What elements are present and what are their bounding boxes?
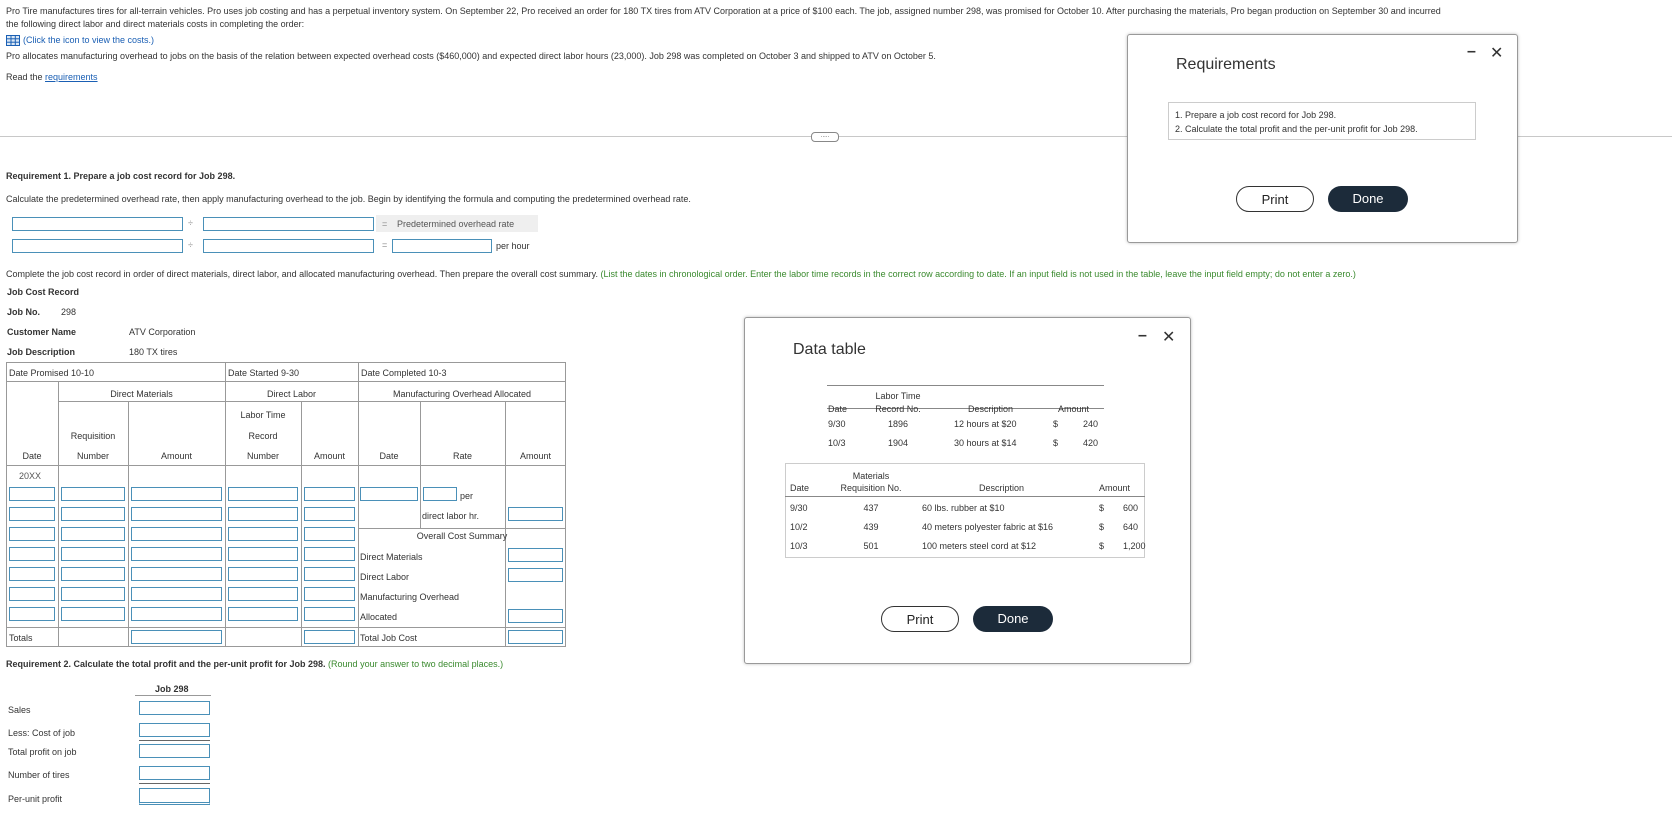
minimize-icon[interactable]: –	[1467, 43, 1476, 60]
table-hline	[58, 401, 566, 402]
date-input[interactable]	[9, 487, 55, 501]
table-icon[interactable]	[6, 35, 20, 46]
close-icon[interactable]: ✕	[1490, 45, 1504, 62]
divide-sign: ÷	[188, 218, 193, 228]
dl-amount-input[interactable]	[304, 607, 355, 621]
table-vline	[420, 401, 421, 528]
per-label: per	[460, 491, 474, 501]
mat-requisition-no: 437	[863, 503, 879, 513]
labor-description: 12 hours at $20	[954, 419, 1017, 429]
req2-per-unit-input[interactable]	[139, 788, 210, 805]
labor-description: 30 hours at $14	[954, 438, 1017, 448]
col-requisition: Requisition	[70, 431, 116, 441]
print-button[interactable]: Print	[881, 606, 959, 632]
req2-col-header: Job 298	[155, 684, 189, 694]
mat-currency: $	[1099, 522, 1105, 532]
summary-total-job-cost: Total Job Cost	[360, 633, 418, 643]
requisition-number-input[interactable]	[61, 527, 125, 541]
labor-record-input[interactable]	[228, 487, 298, 501]
moh-date-input[interactable]	[360, 487, 418, 501]
labor-amount: 240	[1083, 419, 1099, 429]
requisition-number-input[interactable]	[61, 487, 125, 501]
view-costs-row[interactable]	[6, 34, 154, 46]
dl-amount-input[interactable]	[304, 527, 355, 541]
labor-record-input[interactable]	[228, 547, 298, 561]
mat-description: 100 meters steel cord at $12	[922, 541, 1037, 551]
requirement-item-2: 2. Calculate the total profit and the per-unit profit for Job 298.	[1175, 124, 1418, 134]
summary-allocated-label: Allocated	[360, 612, 398, 622]
requirement-item-1: 1. Prepare a job cost record for Job 298.	[1175, 110, 1337, 120]
requisition-number-input[interactable]	[61, 567, 125, 581]
req1-title-text: Requirement 1. Prepare a job cost record for Job 298.	[6, 171, 236, 181]
mat-date: 10/3	[790, 541, 808, 551]
mat-col-req2: Requisition No.	[840, 483, 902, 493]
req2-tires-label: Number of tires	[8, 770, 70, 780]
requisition-number-input[interactable]	[61, 547, 125, 561]
col-record: Record	[248, 431, 278, 441]
mat-col-amount: Amount	[1099, 483, 1131, 493]
labor-record-input[interactable]	[228, 587, 298, 601]
summary-moh-input[interactable]	[508, 609, 563, 623]
per-hour-label: per hour	[496, 241, 530, 251]
formula-numerator-input[interactable]	[12, 217, 183, 231]
job-cost-table	[6, 362, 566, 647]
requisition-number-input[interactable]	[61, 507, 125, 521]
table-hline	[6, 465, 566, 466]
req2-sales-label: Sales	[8, 705, 31, 715]
close-icon[interactable]: ✕	[1162, 329, 1176, 346]
mat-currency: $	[1099, 541, 1105, 551]
labor-record-no: 1904	[887, 438, 909, 448]
intro-text	[6, 5, 1666, 31]
col-date: Date	[22, 451, 42, 461]
requirements-list	[1168, 102, 1476, 140]
moh-rate-input[interactable]	[423, 487, 457, 501]
year-label: 20XX	[19, 471, 42, 481]
mat-requisition-no: 439	[863, 522, 879, 532]
labor-amount: 420	[1083, 438, 1099, 448]
col-dl-amount: Amount	[313, 451, 346, 461]
req2-cost-input[interactable]	[139, 723, 210, 737]
mat-amount: 640	[1123, 522, 1139, 532]
col-moh-amount: Amount	[519, 451, 552, 461]
materials-header-line	[785, 496, 1145, 497]
labor-record-input[interactable]	[228, 507, 298, 521]
job-desc-value: 180 TX tires	[129, 347, 178, 357]
date-input[interactable]	[9, 567, 55, 581]
mat-date: 10/2	[790, 522, 808, 532]
labor-date: 9/30	[828, 419, 846, 429]
mat-currency: $	[1099, 503, 1105, 513]
date-input[interactable]	[9, 507, 55, 521]
summary-moh-label: Manufacturing Overhead	[360, 592, 460, 602]
customer-label: Customer Name	[7, 327, 77, 337]
col-number: Number	[76, 451, 109, 461]
req2-title	[6, 659, 503, 669]
summary-total-input[interactable]	[508, 630, 563, 644]
complete-note: (List the dates in chronological order. Enter the labor time records in the correct row according to date. If an input field is not used in the table, leave the input field empty; do not enter a zero.)	[600, 269, 1356, 279]
formula-result-label: Predetermined overhead rate	[397, 219, 515, 229]
customer-value: ATV Corporation	[129, 327, 196, 337]
requirements-link[interactable]: requirements	[45, 72, 98, 82]
equals-sign-2: =	[382, 240, 388, 250]
equals-sign: =	[382, 219, 388, 229]
labor-currency: $	[1053, 419, 1059, 429]
date-input[interactable]	[9, 547, 55, 561]
divide-sign-2: ÷	[188, 240, 193, 250]
table-vline	[58, 381, 59, 647]
mat-description: 60 lbs. rubber at $10	[922, 503, 1005, 513]
complete-instr-text: Complete the job cost record in order of direct materials, direct labor, and allocated manufacturing overhead. Then prepare the overall cost summary.	[6, 269, 598, 279]
table-hline	[358, 528, 566, 529]
dl-amount-input[interactable]	[304, 547, 355, 561]
intro-line-2: the following direct labor and direct materials costs in completing the order:	[6, 19, 305, 29]
req2-col-underline	[135, 695, 211, 696]
req2-cost-label: Less: Cost of job	[8, 728, 76, 738]
summary-dl-input[interactable]	[508, 568, 563, 582]
totals-dl-input[interactable]	[304, 630, 355, 644]
header-moh-allocated: Manufacturing Overhead Allocated	[392, 389, 532, 399]
req2-tires-input[interactable]	[139, 766, 210, 780]
summary-direct-materials: Direct Materials	[360, 552, 423, 562]
denominator-value-input[interactable]	[203, 239, 374, 253]
done-button[interactable]: Done	[973, 606, 1053, 632]
labor-record-input[interactable]	[228, 607, 298, 621]
labor-col-ltr2: Record No.	[875, 404, 921, 414]
dm-amount-input[interactable]	[131, 527, 222, 541]
labor-col-date: Date	[828, 404, 848, 414]
requirements-modal	[1127, 34, 1518, 243]
labor-currency: $	[1053, 438, 1059, 448]
date-input[interactable]	[9, 587, 55, 601]
totals-dm-input[interactable]	[131, 630, 222, 644]
labor-record-no: 1896	[887, 419, 909, 429]
mat-col-desc: Description	[979, 483, 1025, 493]
summary-dm-input[interactable]	[508, 548, 563, 562]
job-desc-label: Job Description	[7, 347, 76, 357]
mat-amount: 1,200	[1123, 541, 1146, 551]
requisition-number-input[interactable]	[61, 587, 125, 601]
numerator-value-input[interactable]	[12, 239, 183, 253]
requirements-title: Requirements	[1176, 56, 1276, 73]
date-input[interactable]	[9, 607, 55, 621]
date-started: Date Started 9-30	[228, 368, 300, 378]
table-vline	[505, 401, 506, 647]
job-no-label: Job No.	[7, 307, 40, 317]
dl-amount-input[interactable]	[304, 507, 355, 521]
req2-divider-line	[139, 783, 210, 784]
header-direct-labor: Direct Labor	[266, 389, 317, 399]
table-vline	[358, 362, 359, 647]
print-button[interactable]: Print	[1236, 186, 1314, 212]
overhead-text: Pro allocates manufacturing overhead to jobs on the basis of the relation between expected overhead costs ($460,000) and expected direct labor hours (23,000). Job 298 was completed on October 3 and shipped to ATV on October 5.	[6, 51, 936, 61]
requisition-number-input[interactable]	[61, 607, 125, 621]
dm-amount-input[interactable]	[131, 607, 222, 621]
dl-amount-input[interactable]	[304, 487, 355, 501]
table-vline	[225, 362, 226, 647]
col-labor-time: Labor Time	[240, 410, 286, 420]
mat-date: 9/30	[790, 503, 808, 513]
date-input[interactable]	[9, 527, 55, 541]
done-button[interactable]: Done	[1328, 186, 1408, 212]
req2-profit-input[interactable]	[139, 744, 210, 758]
read-requirements	[6, 72, 98, 82]
intro-line-1: Pro Tire manufactures tires for all-terrain vehicles. Pro uses job costing and has a perpetual inventory system. On September 22, Pro received an order for 180 TX tires from ATV Corporation at a price of $100 each. The job, assigned number 298, was promised for October 10. After purchasing the materials, Pro began production on September 30 and incurred	[6, 6, 1441, 16]
table-vline	[128, 401, 129, 647]
dl-amount-input[interactable]	[304, 587, 355, 601]
moh-amount-input[interactable]	[508, 507, 563, 521]
req1-instruction: Calculate the predetermined overhead rate, then apply manufacturing overhead to the job. Begin by identifying the formula and computing the predetermined overhead rate.	[6, 194, 691, 204]
overall-cost-summary-title: Overall Cost Summary	[416, 531, 508, 541]
labor-record-input[interactable]	[228, 567, 298, 581]
mat-amount: 600	[1123, 503, 1139, 513]
dm-amount-input[interactable]	[131, 547, 222, 561]
table-vline	[301, 401, 302, 647]
labor-col-ltr1: Labor Time	[875, 391, 921, 401]
col-rate: Rate	[452, 451, 472, 461]
req2-sales-input[interactable]	[139, 701, 210, 715]
labor-record-input[interactable]	[228, 527, 298, 541]
mat-col-req1: Materials	[852, 471, 890, 481]
job-no-value: 298	[61, 307, 77, 317]
dm-amount-input[interactable]	[131, 587, 222, 601]
date-completed: Date Completed 10-3	[361, 368, 447, 378]
mat-requisition-no: 501	[863, 541, 879, 551]
read-prefix: Read the	[6, 72, 46, 82]
col-record-number: Number	[246, 451, 279, 461]
view-costs-link[interactable]: (Click the icon to view the costs.)	[23, 35, 155, 45]
table-hline	[6, 627, 566, 628]
summary-direct-labor: Direct Labor	[360, 572, 410, 582]
labor-col-amount: Amount	[1058, 404, 1090, 414]
req2-note: (Round your answer to two decimal places.)	[328, 659, 504, 669]
mat-col-date: Date	[790, 483, 810, 493]
minimize-icon[interactable]: –	[1138, 327, 1147, 344]
direct-labor-hr-label: direct labor hr.	[422, 511, 480, 521]
req2-profit-label: Total profit on job	[8, 747, 77, 757]
col-dm-amount: Amount	[160, 451, 193, 461]
formula-denominator-input[interactable]	[203, 217, 374, 231]
data-table-title: Data table	[793, 341, 866, 358]
complete-instruction	[6, 269, 1356, 279]
req2-subtotal-line	[139, 740, 210, 741]
overhead-rate-input[interactable]	[392, 239, 492, 253]
dm-amount-input[interactable]	[131, 487, 222, 501]
labor-col-desc: Description	[968, 404, 1014, 414]
date-promised: Date Promised 10-10	[9, 368, 95, 378]
table-hline	[6, 381, 566, 382]
header-direct-materials: Direct Materials	[110, 389, 173, 399]
totals-label: Totals	[9, 633, 33, 643]
req2-title-text: Requirement 2. Calculate the total profit and the per-unit profit for Job 298.	[6, 659, 326, 669]
data-table-modal	[744, 317, 1191, 664]
dl-amount-input[interactable]	[304, 567, 355, 581]
mat-description: 40 meters polyester fabric at $16	[922, 522, 1054, 532]
req1-title	[6, 171, 235, 181]
labor-date: 10/3	[828, 438, 846, 448]
labor-table-top	[827, 385, 1104, 386]
dm-amount-input[interactable]	[131, 507, 222, 521]
req2-per-unit-label: Per-unit profit	[8, 794, 63, 804]
job-cost-record-title: Job Cost Record	[7, 287, 80, 297]
expand-button[interactable]: .....	[811, 132, 839, 142]
col-moh-date: Date	[379, 451, 399, 461]
dm-amount-input[interactable]	[131, 567, 222, 581]
